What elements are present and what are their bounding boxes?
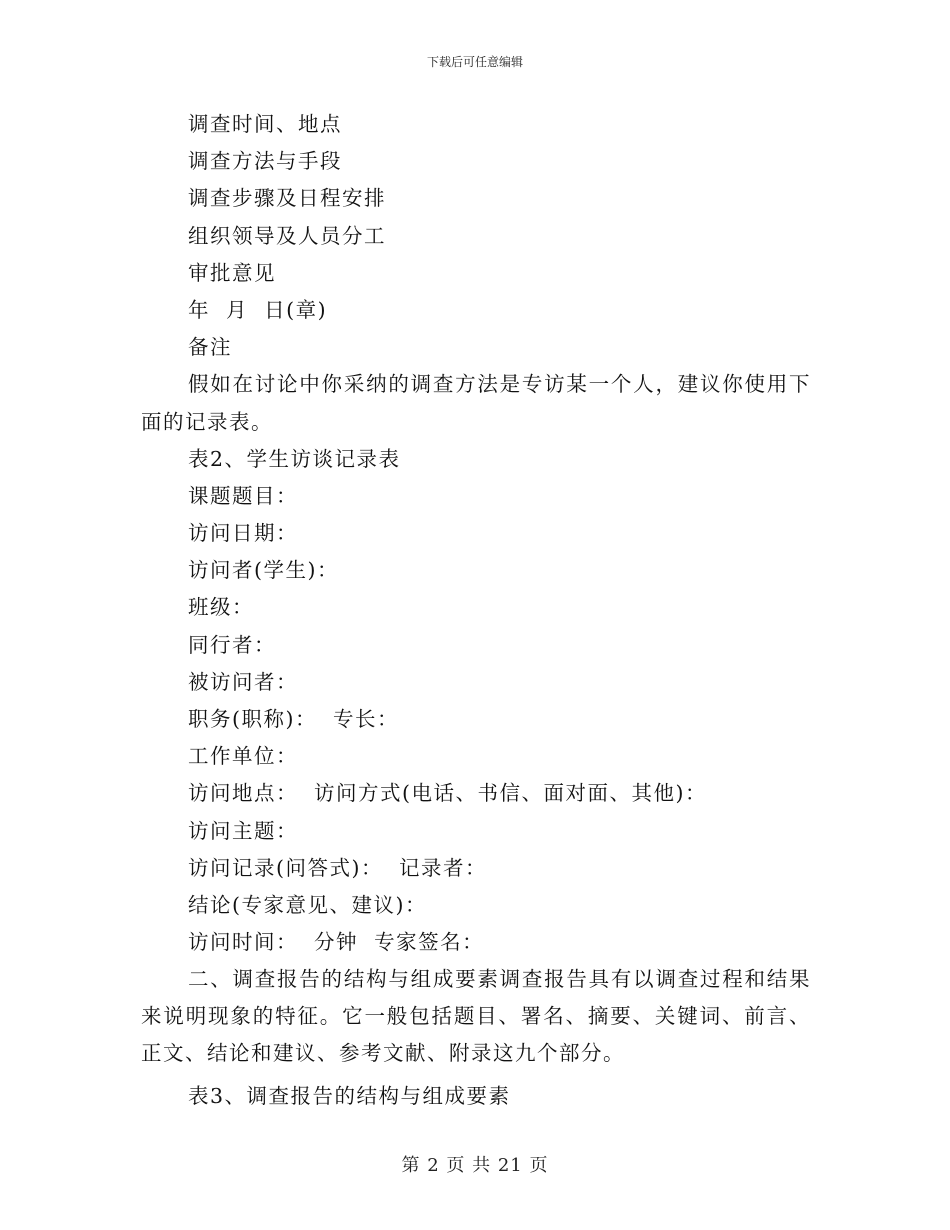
page-header: 下载后可任意编辑	[426, 55, 523, 69]
form-field-visit-date: 访问日期：	[188, 521, 298, 546]
text-line: 备注	[188, 335, 232, 360]
form-field-workplace: 工作单位：	[188, 744, 298, 769]
form-field-interviewer: 访问者(学生)：	[188, 558, 339, 583]
form-field-location-method: 访问地点： 访问方式(电话、书信、面对面、其他)：	[188, 781, 708, 806]
text-line: 调查时间、地点	[188, 112, 342, 136]
paragraph-report-structure: 二、调查报告的结构与组成要素调查报告具有以调查过程和结果来说明现象的特征。它一般包括题目、署名、摘要、关键词、前言、正文、结论和建议、参考文献、附录这九个部分。	[141, 967, 811, 1066]
page-content	[141, 106, 811, 1116]
text-line: 审批意见	[188, 260, 276, 285]
date-seal-line: 年 月 日(章)	[188, 297, 328, 322]
form-field-class: 班级：	[188, 595, 254, 620]
paragraph-interview-note: 假如在讨论中你采纳的调查方法是专访某一个人，建议你使用下面的记录表。	[141, 372, 811, 434]
table-2-title: 表2、学生访谈记录表	[188, 446, 401, 471]
form-field-subject: 访问主题：	[188, 818, 298, 843]
form-field-topic: 课题题目：	[188, 483, 298, 508]
form-field-record: 访问记录(问答式)： 记录者：	[188, 855, 488, 880]
form-field-duration-signature: 访问时间： 分钟 专家签名：	[188, 930, 485, 955]
form-field-interviewee: 被访问者：	[188, 669, 298, 694]
text-line: 组织领导及人员分工	[188, 223, 386, 248]
page-footer: 第 2 页 共 21 页	[401, 1155, 549, 1176]
form-field-conclusion: 结论(专家意见、建议)：	[188, 892, 427, 917]
form-field-companion: 同行者：	[188, 632, 276, 657]
text-line: 调查步骤及日程安排	[188, 186, 386, 211]
text-line: 调查方法与手段	[188, 149, 342, 174]
form-field-title-specialty: 职务(职称)： 专长：	[188, 707, 400, 732]
table-3-title: 表3、调查报告的结构与组成要素	[188, 1084, 511, 1109]
